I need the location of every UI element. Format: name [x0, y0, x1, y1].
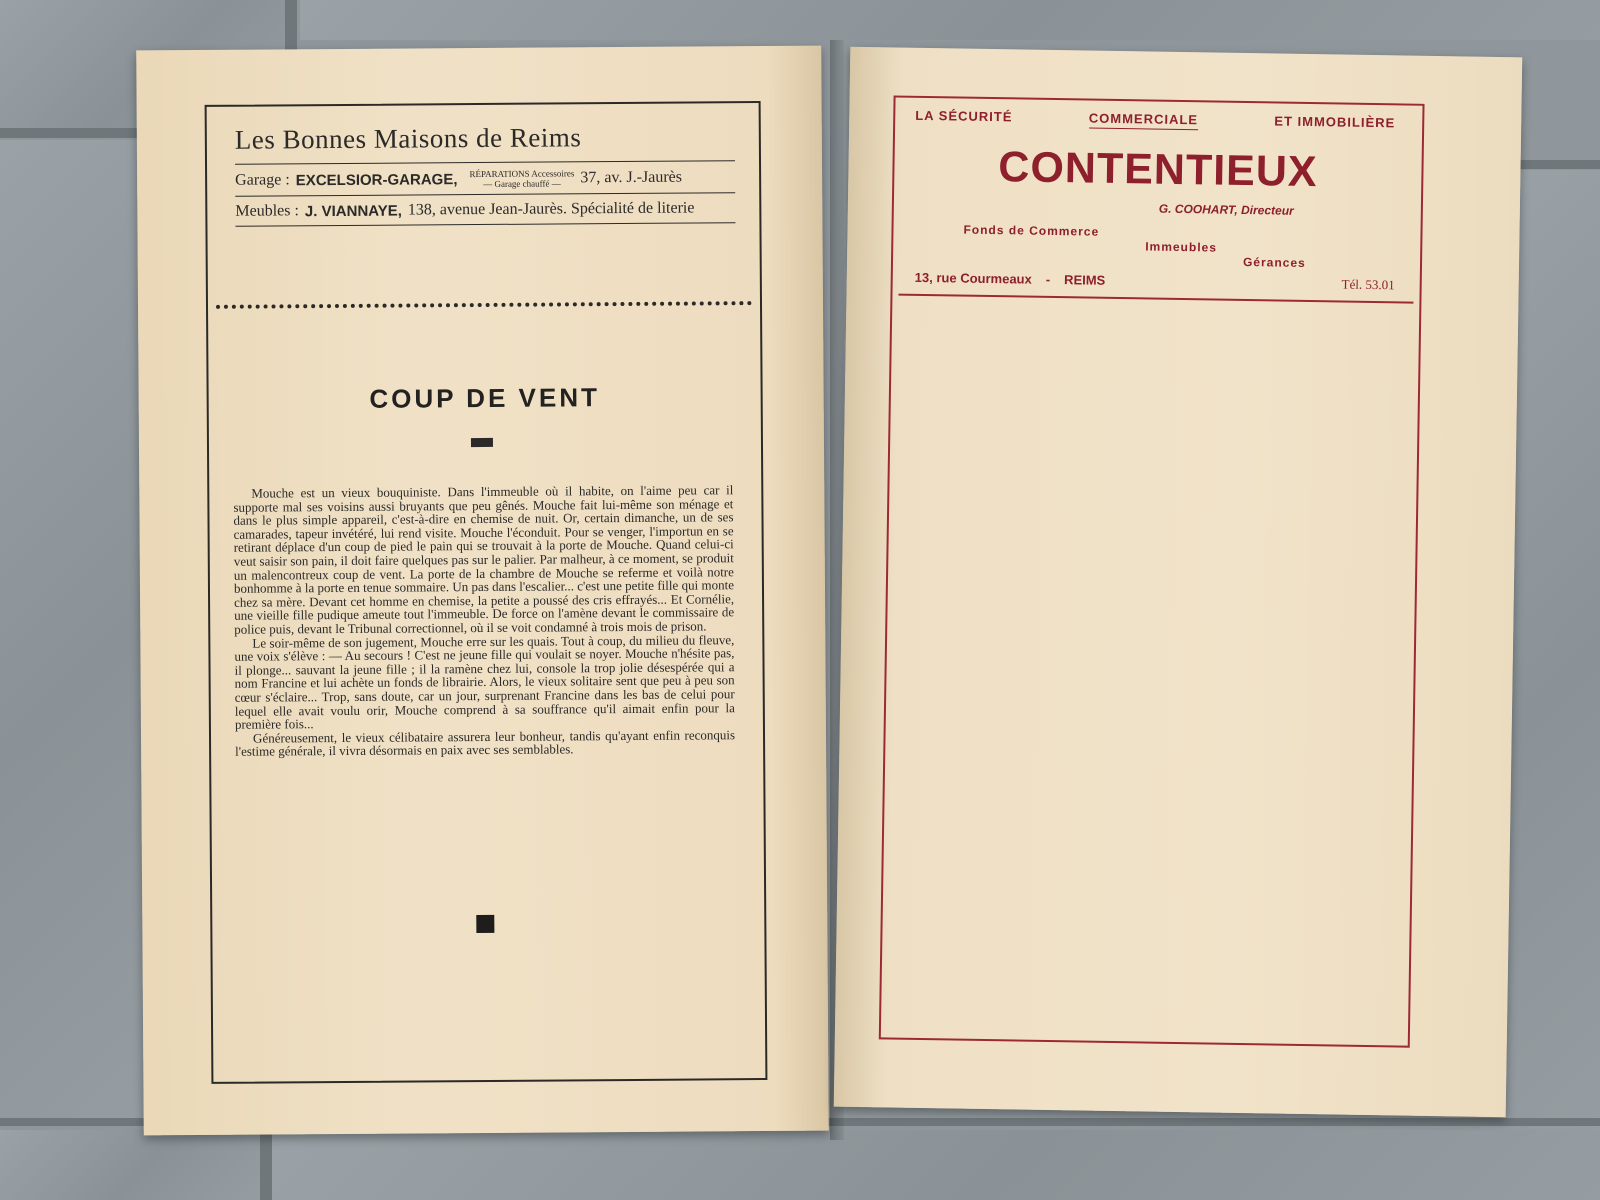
ad-meubles-label: Meubles : [235, 202, 299, 220]
address-line [915, 270, 1395, 294]
dotted-divider [216, 301, 752, 309]
ad-garage-note [469, 168, 574, 189]
title-dash-ornament [471, 438, 493, 447]
ad-garage-address: 37, av. J.-Jaurès [580, 168, 683, 187]
story-paragraph: Généreusement, le vieux célibataire assurera leur bonheur, tandis qu'ayant enfin reconquis l'estime générale, il vivra désormais en paix avec ses semblables. [235, 726, 736, 760]
header-mid: COMMERCIALE [1089, 111, 1198, 131]
header-right: ET IMMOBILIÈRE [1274, 113, 1396, 131]
ads-section [235, 121, 736, 226]
story-paragraph: Le soir-même de son jugement, Mouche erre sur les quais. Tout à coup, du milieu du fleuve, une voix s'élève : — Au secours ! C'est ne jeune fille qui voulait se noyer. Mouche n'hésite pas, il plonge... sauvant la jeune fille ; il la ramène chez lui, console la trop jolie désespérée qui a nom Francine et lui achète un fonds de librairie. Alors, le vieux solitaire sent que peu à peu son cœur s'éclaire... Trop, sans doute, car un jour, surprenant Francine dans les bas de celui pour lequel elle avait voulu orir, Mouche comprend à sa souffrance qu'il aimait enfin pour la première fois... [234, 631, 735, 732]
director-line: G. COOHART, Directeur [1158, 201, 1294, 218]
header-left: LA SÉCURITÉ [915, 107, 1013, 125]
story-title: COUP DE VENT [369, 382, 601, 414]
phone-number: Tél. 53.01 [1341, 276, 1395, 293]
story-paragraph: Mouche est un vieux bouquiniste. Dans l'immeuble où il habite, on l'aime peu car il supporte mal ses voisins aussi bruyants que peu gênés. Mouche fait lui-même son ménage et dans le plus simple appareil, c'est-à-dire en chemise de nuit. Or, certain dimanche, un de ses camarades, tapeur invétéré, lui rend visite. Mouche l'éconduit. Pour se venger, l'importun en se retirant déplace d'un coup de pied le pain qui se trouvait à la porte de Mouche. Quand celui-ci veut saisir son pain, il doit faire quelques pas sur le palier. Par malheur, à ce moment, se produit un malencontreux coup de vent. La porte de la chambre de Mouche se referme et voilà notre bonhomme à la porte en tenue sommaire. Un pas dans l'escalier... c'est une petite fille qui monte chez sa mère. Devant cet homme en chemise, la petite a poussé des cris effrayés... Et Cornélie, une vieille fille pudique ameute tout l'immeuble. De force on l'amène devant le commissaire de police puis, devant le Tribunal correctionnel, où il se voit condamné à trois mois de prison. [233, 482, 735, 637]
end-square-ornament [476, 915, 494, 933]
left-page-frame [205, 101, 768, 1084]
left-page [136, 46, 829, 1136]
service-fonds: Fonds de Commerce [963, 222, 1100, 239]
address-separator: - [1045, 271, 1051, 287]
ads-title: Les Bonnes Maisons de Reims [234, 122, 582, 155]
ad-garage-note-top: RÉPARATIONS Accessoires [469, 168, 575, 180]
header-rule [898, 294, 1413, 304]
right-page [834, 47, 1523, 1117]
ad-garage [235, 160, 735, 195]
address-city: REIMS [1064, 272, 1106, 288]
contentieux-title: CONTENTIEUX [998, 143, 1318, 197]
ad-meubles-name: J. VIANNAYE, [304, 202, 402, 220]
story-text [233, 483, 735, 758]
right-page-frame [879, 95, 1425, 1047]
ad-garage-label: Garage : [235, 171, 290, 189]
ad-meubles [235, 192, 735, 226]
ad-meubles-text: 138, avenue Jean-Jaurès. Spécialité de literie [407, 199, 695, 219]
service-immeubles: Immeubles [1145, 239, 1218, 255]
company-header [915, 108, 1395, 134]
service-gerances: Gérances [1242, 254, 1306, 270]
address-street: 13, rue Courmeaux [914, 269, 1032, 287]
ad-garage-note-bottom: — Garage chauffé — [483, 178, 561, 189]
ad-garage-name: EXCELSIOR-GARAGE, [295, 170, 458, 189]
